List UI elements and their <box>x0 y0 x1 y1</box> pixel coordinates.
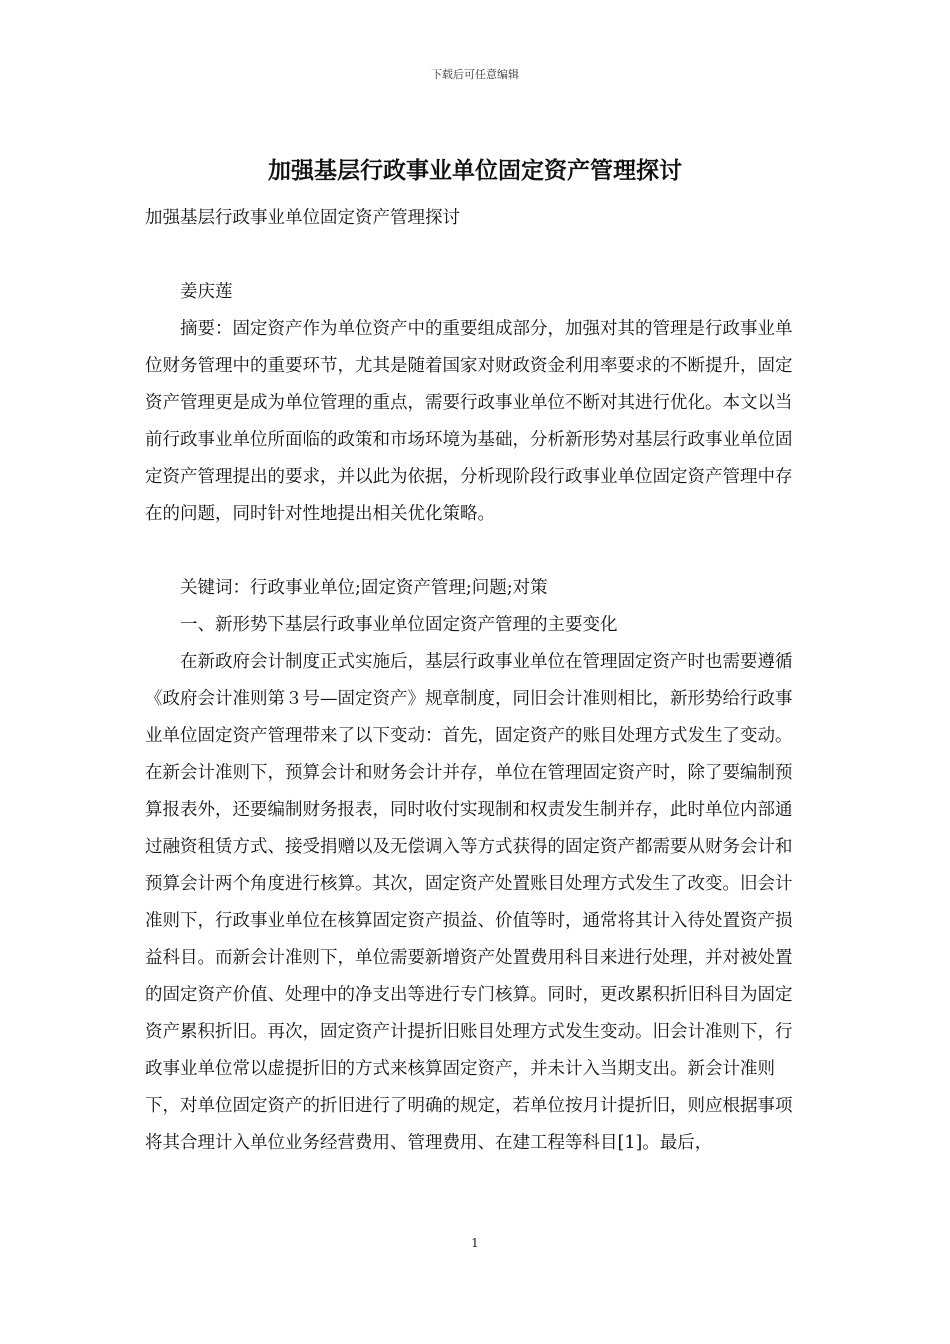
body-paragraph: 在新政府会计制度正式实施后，基层行政事业单位在管理固定资产时也需要遵循《政府会计准则第３号—固定资产》规章制度，同旧会计准则相比，新形势给行政事业单位固定资产管理带来了以下变动：首先，固定资产的账目处理方式发生了变动。在新会计准则下，预算会计和财务会计并存，单位在管理固定资产时，除了要编制预算报表外，还要编制财务报表，同时收付实现制和权责发生制并存，此时单位内部通过融资租赁方式、接受捐赠以及无偿调入等方式获得的固定资产都需要从财务会计和预算会计两个角度进行核算。其次，固定资产处置账目处理方式发生了改变。旧会计准则下，行政事业单位在核算固定资产损益、价值等时，通常将其计入待处置资产损益科目。而新会计准则下，单位需要新增资产处置费用科目来进行处理，并对被处置的固定资产价值、处理中的净支出等进行专门核算。同时，更改累积折旧科目为固定资产累积折旧。再次，固定资产计提折旧账目处理方式发生变动。旧会计准则下，行政事业单位常以虚提折旧的方式来核算固定资产，并未计入当期支出。新会计准则下，对单位固定资产的折旧进行了明确的规定，若单位按月计提折旧，则应根据事项将其合理计入单位业务经营费用、管理费用、在建工程等科目[1]。最后， <box>145 652 793 1153</box>
keywords-line: 关键词：行政事业单位;固定资产管理;问题;对策 <box>180 578 548 598</box>
page-number: 1 <box>471 1236 479 1250</box>
author-name: 姜庆莲 <box>180 282 233 302</box>
blank-line <box>145 533 807 570</box>
document-subtitle: 加强基层行政事业单位固定资产管理探讨 <box>145 208 460 228</box>
document-body <box>145 200 807 1162</box>
blank-line <box>145 237 807 274</box>
abstract-paragraph: 摘要：固定资产作为单位资产中的重要组成部分，加强对其的管理是行政事业单位财务管理中的重要环节，尤其是随着国家对财政资金利用率要求的不断提升，固定资产管理更是成为单位管理的重点，需要行政事业单位不断对其进行优化。本文以当前行政事业单位所面临的政策和市场环境为基础，分析新形势对基层行政事业单位固定资产管理提出的要求，并以此为依据，分析现阶段行政事业单位固定资产管理中存在的问题，同时针对性地提出相关优化策略。 <box>145 319 793 524</box>
section-heading: 一、新形势下基层行政事业单位固定资产管理的主要变化 <box>180 615 618 635</box>
document-title: 加强基层行政事业单位固定资产管理探讨 <box>268 157 682 184</box>
header-note: 下载后可任意编辑 <box>431 68 519 81</box>
